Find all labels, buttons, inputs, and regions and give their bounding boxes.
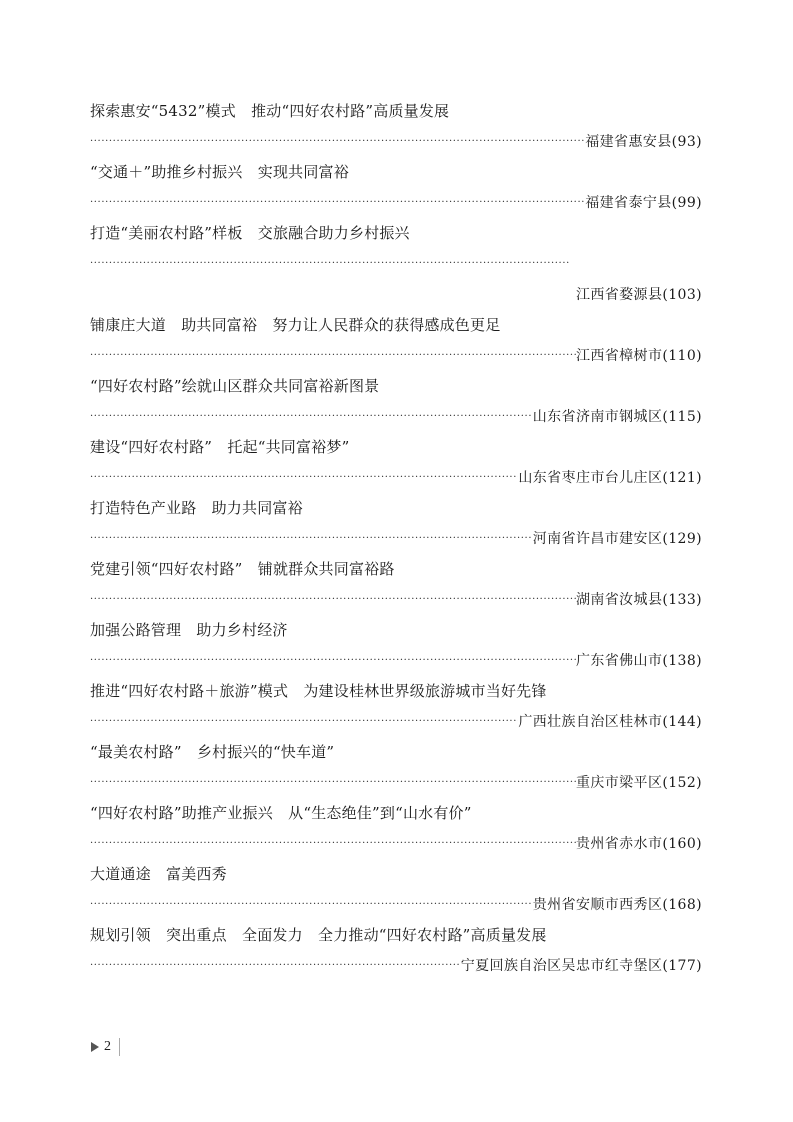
toc-entry[interactable] <box>90 924 702 977</box>
toc-entry-place: 山东省济南市钢城区(115) <box>532 409 702 425</box>
toc-entry[interactable] <box>90 863 702 916</box>
toc-entry-place: 宁夏回族自治区吴忠市红寺堡区(177) <box>460 958 702 974</box>
toc-leader-line <box>90 894 702 916</box>
toc-leader-line <box>90 955 702 977</box>
toc-entry-title[interactable]: 加强公路管理 助力乡村经济 <box>90 621 288 639</box>
toc-entry[interactable] <box>90 619 702 672</box>
dot-leader <box>90 406 533 428</box>
toc-entry-place: 福建省惠安县(93) <box>585 134 702 150</box>
toc-leader-line <box>90 833 702 855</box>
toc-entry[interactable] <box>90 497 702 550</box>
table-of-contents <box>90 100 702 985</box>
toc-entry-place: 广西壮族自治区桂林市(144) <box>518 714 702 730</box>
toc-entry-place: 贵州省赤水市(160) <box>575 836 702 852</box>
toc-leader-line <box>90 192 702 214</box>
toc-entry-place: 贵州省安顺市西秀区(168) <box>532 897 702 913</box>
toc-entry-title[interactable]: 党建引领“四好农村路” 铺就群众共同富裕路 <box>90 560 395 578</box>
play-arrow-icon <box>90 1041 100 1053</box>
dot-leader <box>90 131 585 153</box>
dot-leader <box>90 772 576 794</box>
page-footer <box>90 1036 120 1058</box>
toc-entry-title[interactable]: 大道通途 富美西秀 <box>90 865 227 883</box>
toc-leader-line <box>90 528 702 550</box>
page-number: 2 <box>104 1039 111 1054</box>
dot-leader <box>90 192 585 214</box>
toc-entry[interactable] <box>90 802 702 855</box>
toc-entry[interactable] <box>90 222 702 306</box>
toc-entry-place: 山东省枣庄市台儿庄区(121) <box>518 470 702 486</box>
toc-leader-line <box>90 711 702 733</box>
toc-entry-title[interactable]: 打造特色产业路 助力共同富裕 <box>90 499 303 517</box>
toc-entry-title[interactable]: “四好农村路”助推产业振兴 从“生态绝佳”到“山水有价” <box>90 804 472 822</box>
toc-entry[interactable] <box>90 100 702 153</box>
dot-leader <box>90 528 533 550</box>
toc-entry-title[interactable]: 建设“四好农村路” 托起“共同富裕梦” <box>90 438 350 456</box>
toc-entry[interactable] <box>90 161 702 214</box>
dot-leader <box>90 650 576 672</box>
toc-entry-title[interactable]: “最美农村路” 乡村振兴的“快车道” <box>90 743 335 761</box>
toc-entry-title[interactable]: 推进“四好农村路＋旅游”模式 为建设桂林世界级旅游城市当好先锋 <box>90 682 547 700</box>
toc-entry-place: 福建省泰宁县(99) <box>585 195 702 211</box>
toc-entry-place: 广东省佛山市(138) <box>575 653 702 669</box>
toc-leader-line <box>90 589 702 611</box>
toc-entry-title[interactable]: 铺康庄大道 助共同富裕 努力让人民群众的获得感成色更足 <box>90 316 501 334</box>
toc-leader-line <box>90 467 702 489</box>
toc-entry[interactable] <box>90 680 702 733</box>
dot-leader <box>90 345 576 367</box>
toc-leader-line <box>90 650 702 672</box>
toc-leader-line <box>90 406 702 428</box>
dot-leader <box>90 467 518 489</box>
toc-entry-place: 重庆市梁平区(152) <box>575 775 702 791</box>
dot-leader <box>90 833 576 855</box>
toc-entry-title[interactable]: 打造“美丽农村路”样板 交旅融合助力乡村振兴 <box>90 224 410 242</box>
toc-entry-title[interactable]: 探索惠安“5432”模式 推动“四好农村路”高质量发展 <box>90 102 450 120</box>
toc-entry-place: 江西省樟树市(110) <box>575 348 702 364</box>
toc-entry[interactable] <box>90 558 702 611</box>
toc-entry[interactable] <box>90 314 702 367</box>
toc-entry-title[interactable]: “交通＋”助推乡村振兴 实现共同富裕 <box>90 163 349 181</box>
toc-leader-line <box>90 131 702 153</box>
toc-entry[interactable] <box>90 436 702 489</box>
dot-leader <box>90 253 570 275</box>
dot-leader <box>90 589 576 611</box>
toc-leader-line <box>90 772 702 794</box>
toc-entry-place: 江西省婺源县(103) <box>575 287 702 303</box>
dot-leader <box>90 711 518 733</box>
toc-entry[interactable] <box>90 741 702 794</box>
dot-leader <box>90 894 533 916</box>
toc-entry-title[interactable]: 规划引领 突出重点 全面发力 全力推动“四好农村路”高质量发展 <box>90 926 547 944</box>
footer-divider <box>119 1038 120 1056</box>
toc-entry-place: 河南省许昌市建安区(129) <box>532 531 702 547</box>
toc-entry-place: 湖南省汝城县(133) <box>575 592 702 608</box>
toc-leader-line <box>90 345 702 367</box>
dot-leader <box>90 955 461 977</box>
toc-entry-title[interactable]: “四好农村路”绘就山区群众共同富裕新图景 <box>90 377 380 395</box>
toc-entry[interactable] <box>90 375 702 428</box>
